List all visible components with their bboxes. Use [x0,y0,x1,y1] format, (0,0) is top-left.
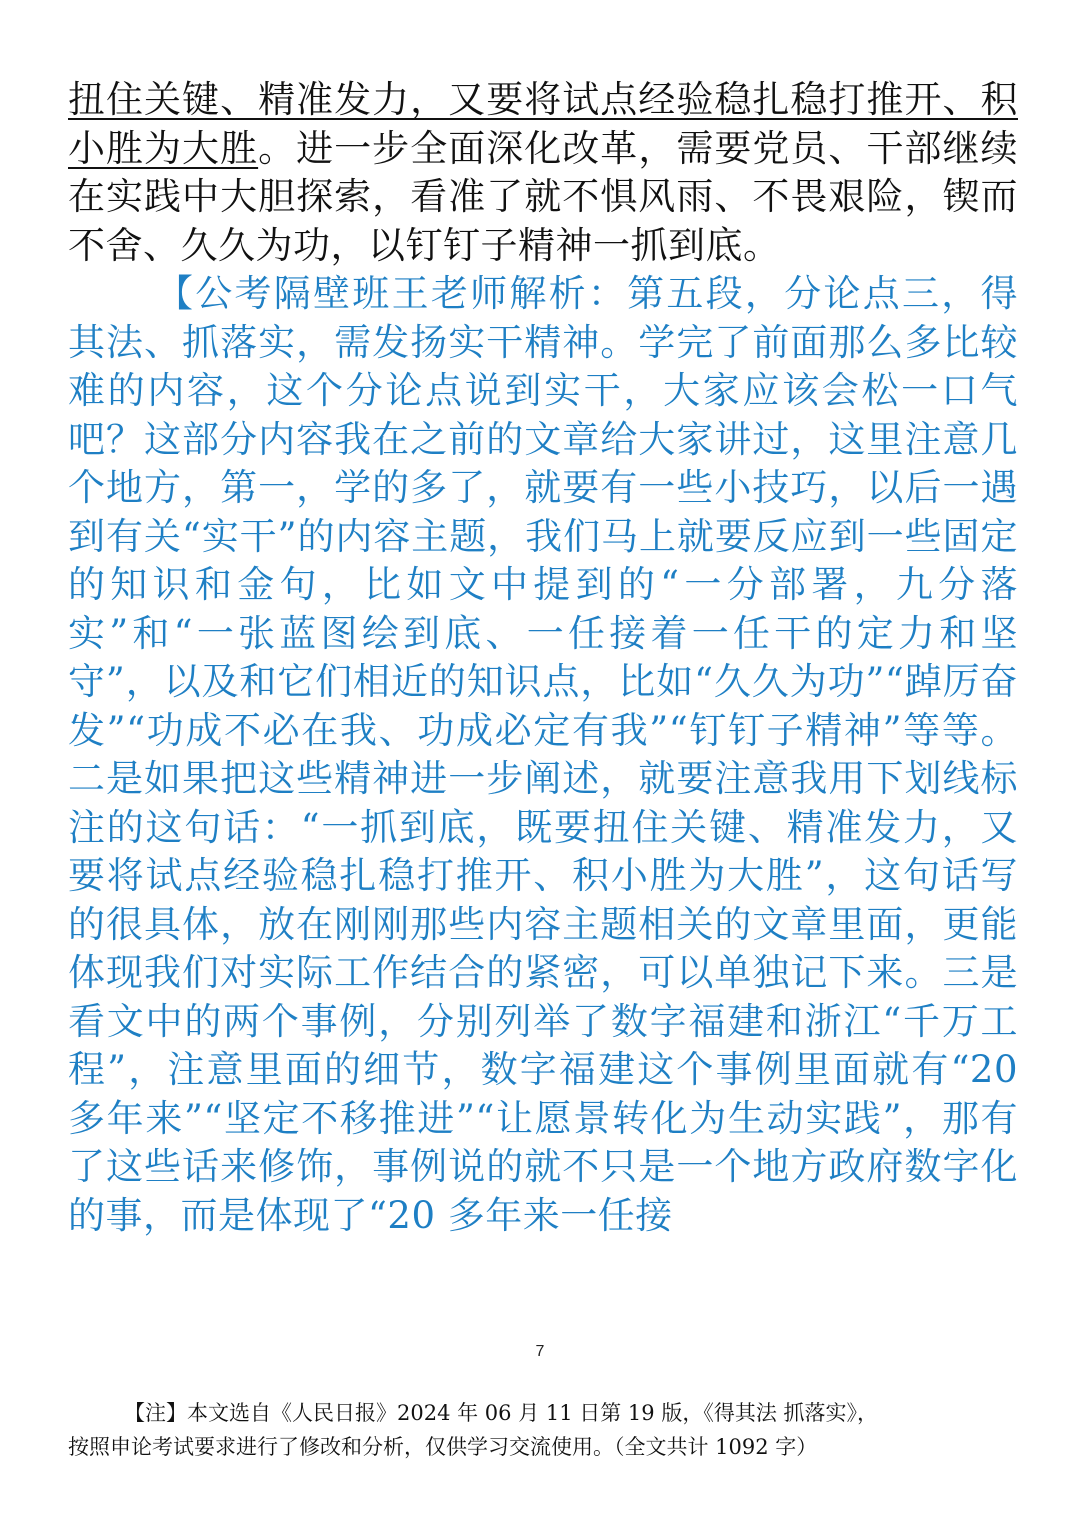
footnote-line: 按照申论考试要求进行了修改和分析，仅供学习交流使用。（全文共计 1092 字） [68,1435,818,1459]
footnote-line: 【注】本文选自《人民日报》2024 年 06 月 11 日第 19 版，《得其法 抓落实》， [124,1401,879,1425]
page-number: 7 [535,1343,545,1360]
article-paragraph [68,76,1018,270]
underlined-key-sentence: 扭住关键、精准发力，又要将试点经验稳扎稳打推开、积小胜为大胜 [68,78,1018,170]
analysis-paragraph: 【公考隔壁班王老师解析：第五段，分论点三，得其法、抓落实，需发扬实干精神。学完了前面那么多比较难的内容，这个分论点说到实干，大家应该会松一口气吧？这部分内容我在之前的文章给大家讲过，这里注意几个地方，第一，学的多了，就要有一些小技巧，以后一遇到有关“实干”的内容主题，我们马上就要反应到一些固定的知识和金句，比如文中提到的“一分部署，九分落实”和“一张蓝图绘到底、一任接着一任干的定力和坚守”，以及和它们相近的知识点，比如“久久为功”“踔厉奋发”“功成不必在我、功成必定有我”“钉钉子精神”等等。二是如果把这些精神进一步阐述，就要注意我用下划线标注的这句话：“一抓到底，既要扭住关键、精准发力，又要将试点经验稳扎稳打推开、积小胜为大胜”，这句话写的很具体，放在刚刚那些内容主题相关的文章里面，更能体现我们对实际工作结合的紧密，可以单独记下来。三是看文中的两个事例，分别列举了数字福建和浙江“千万工程”，注意里面的细节，数字福建这个事例里面就有“20 多年来”“坚定不移推进”“让愿景转化为生动实践”，那有了这些话来修饰，事例说的就不只是一个地方政府数字化的事，而是体现了“20 多年来一任接 [68,272,1018,1237]
footnote [68,1396,1028,1464]
paragraph-continuation: 。进一步全面深化改革，需要党员、干部继续在实践中大胆探索，看准了就不惧风雨、不畏艰险，锲而不舍、久久为功，以钉钉子精神一抓到底。 [68,126,1019,267]
article-body [68,76,1018,1240]
